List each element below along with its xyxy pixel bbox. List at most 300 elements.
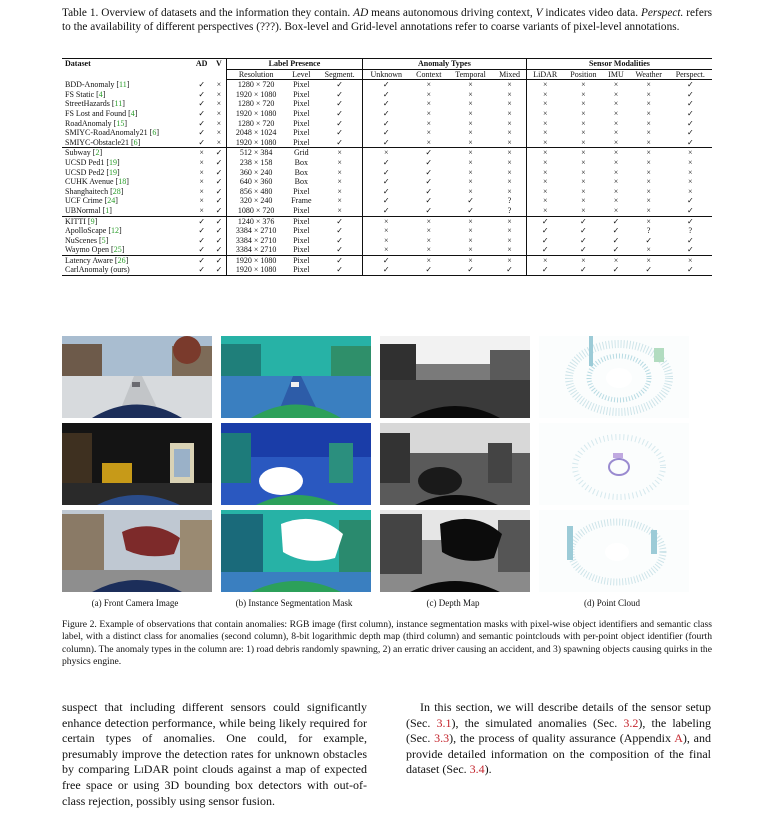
table-cell: ✓	[564, 245, 604, 255]
table-cell: ×	[216, 128, 222, 138]
table-cell: ×	[613, 167, 619, 177]
table-cell: ✓	[526, 245, 563, 255]
table-cell: Pixel	[293, 108, 310, 118]
dataset-name: Waymo Open [25]	[62, 245, 192, 255]
table-cell: ×	[581, 118, 586, 128]
table-cell: ×	[410, 138, 448, 148]
subheader-cell: Context	[410, 69, 448, 80]
table-cell: Pixel	[293, 118, 310, 128]
citation-link[interactable]: 25	[113, 245, 122, 255]
table-cell: ✓	[362, 90, 409, 100]
table-cell: ✓	[526, 236, 563, 246]
subheader-cell: Segment.	[317, 69, 362, 80]
caption-em-ad: AD	[353, 7, 369, 19]
subheader-cell: Level	[285, 69, 317, 80]
table-cell: ×	[526, 90, 563, 100]
table-cell: ×	[688, 167, 693, 177]
dataset-name: UCSD Ped2 [19]	[65, 167, 120, 177]
table-cell: ×	[613, 108, 619, 118]
table-cell: ✓	[215, 177, 223, 187]
table-cell: ✓	[198, 235, 206, 245]
table-cell: ×	[646, 167, 651, 177]
table-cell: ✓	[612, 226, 620, 236]
table-cell: 1920 × 1080	[226, 109, 285, 119]
table-cell: ✓	[493, 265, 526, 275]
table-cell: ✓	[686, 235, 694, 245]
table-cell: ×	[646, 216, 651, 226]
dataset-name: UCSD Ped1 [19]	[65, 157, 120, 167]
dataset-name: StreetHazards [11]	[65, 99, 125, 109]
table-cell: ×	[581, 255, 586, 265]
table-cell: ×	[581, 148, 586, 158]
table-cell: ×	[613, 128, 619, 138]
citation-link[interactable]: 5	[101, 235, 106, 245]
citation-link[interactable]: 6	[152, 128, 157, 138]
table-cell: ×	[426, 235, 432, 245]
table-cell: ×	[581, 80, 586, 90]
subheader-cell: Perspect.	[669, 69, 712, 80]
citation-link[interactable]: 19	[109, 157, 118, 167]
table-cell: 1920 × 1080	[226, 90, 285, 100]
table-cell: ×	[526, 206, 563, 216]
table-cell: ×	[468, 89, 473, 99]
table-cell: ×	[199, 148, 204, 158]
table-row	[62, 245, 712, 255]
section-ref[interactable]: 3.4	[469, 762, 485, 777]
dataset-name-text: KITTI	[65, 216, 86, 226]
table-cell: ✓	[212, 206, 227, 216]
dataset-name: FS Static [4]	[65, 89, 106, 99]
table-cell: ✓	[669, 206, 712, 216]
table-cell: ✓	[336, 235, 343, 245]
citation-link[interactable]: 11	[119, 79, 127, 89]
table-cell: ×	[362, 148, 409, 158]
point-cloud-road-debris	[539, 336, 689, 418]
table-cell: ✓	[198, 216, 206, 226]
table-cell: Pixel	[285, 245, 317, 255]
table-cell: ✓	[215, 167, 223, 177]
subheader-cell: Weather	[629, 69, 669, 80]
table-row	[62, 90, 712, 100]
table-cell: ×	[426, 128, 432, 138]
table-cell: ✓	[425, 186, 433, 196]
dataset-name: BDD-Anomaly [11]	[65, 79, 130, 89]
table-cell: ×	[581, 89, 586, 99]
table-cell: ×	[507, 80, 512, 90]
header-dataset: Dataset	[62, 59, 192, 80]
citation-link[interactable]: 9	[90, 216, 95, 226]
table-cell: ✓	[425, 157, 433, 167]
table-cell: ✓	[198, 118, 206, 128]
table-cell: ×	[192, 206, 212, 216]
dataset-name: FS Lost and Found [4]	[65, 108, 138, 118]
dataset-name-text: Latency Aware	[65, 255, 113, 265]
dataset-name-text: UBNormal	[65, 205, 101, 215]
dataset-name-text: FS Static	[65, 89, 95, 99]
table-row	[62, 80, 712, 90]
table-cell: ✓	[686, 216, 694, 226]
table-cell: ?	[646, 226, 651, 236]
table-cell: ×	[688, 148, 693, 158]
table-cell: Frame	[291, 196, 312, 206]
citation-link[interactable]: 19	[109, 167, 118, 177]
table-cell: ×	[468, 108, 473, 118]
table-cell: Pixel	[293, 216, 310, 226]
caption-text: means autonomous driving context,	[368, 7, 536, 19]
table-cell: ×	[199, 186, 204, 196]
table-cell: ✓	[410, 265, 448, 275]
table-cell: ✓	[686, 80, 694, 90]
dataset-name: CUHK Avenue [18]	[65, 177, 129, 187]
citation-link[interactable]: 6	[133, 137, 138, 147]
body-text: ), and provide detailed information on the composition of the final dataset (Sec.	[406, 731, 712, 777]
table-cell: ×	[507, 118, 512, 128]
table-cell: ✓	[425, 177, 433, 187]
table-cell: ×	[426, 80, 432, 90]
citation-link[interactable]: 11	[114, 99, 123, 109]
dataset-name: KITTI [9]	[65, 216, 98, 226]
citation-link[interactable]: 2	[95, 148, 100, 158]
table-row	[62, 138, 712, 148]
table-cell: ✓	[362, 177, 409, 187]
table-cell: ×	[613, 196, 619, 206]
table-cell: ×	[410, 245, 448, 255]
table-cell: ✓	[526, 265, 563, 275]
segmentation-mask-physics-quirk	[221, 510, 371, 592]
table-cell: ✓	[317, 265, 362, 275]
table-cell: ×	[629, 138, 669, 148]
table-cell: ×	[337, 148, 342, 158]
table-cell: ×	[216, 108, 222, 118]
table-cell: ✓	[215, 226, 223, 236]
table-cell: ×	[646, 118, 651, 128]
table-cell: ×	[426, 118, 432, 128]
table-row	[62, 255, 712, 265]
caption-em-v: V	[535, 7, 543, 19]
table-cell: ×	[646, 80, 651, 90]
table-cell: ✓	[215, 235, 223, 245]
table-cell: ?	[688, 226, 693, 236]
table-cell: Pixel	[293, 186, 310, 196]
table-cell: ✓	[362, 255, 409, 265]
table-cell: ✓	[362, 187, 409, 197]
table-cell: ×	[646, 89, 651, 99]
table-cell: ×	[468, 118, 473, 128]
table-cell: ×	[646, 255, 651, 265]
dataset-name-text: SMIYC-Obstacle21	[65, 137, 129, 147]
table-cell: 3384 × 2710	[226, 226, 285, 236]
table-cell: ✓	[317, 138, 362, 148]
table-cell: ×	[581, 167, 586, 177]
table-cell: Pixel	[293, 255, 310, 265]
dataset-name-text: FS Lost and Found	[65, 108, 127, 118]
rgb-image-road-debris	[62, 336, 212, 418]
citation-link[interactable]: 15	[116, 118, 125, 128]
table-cell: ✓	[564, 265, 604, 275]
dataset-name-text: Subway	[65, 148, 91, 158]
table-cell: ×	[337, 177, 342, 187]
table-body	[62, 80, 712, 276]
table-cell: ×	[581, 196, 586, 206]
lidar-term: LiDAR	[133, 762, 170, 777]
table-cell: ×	[646, 108, 651, 118]
header-label-presence: Label Presence	[226, 59, 362, 70]
table-cell: 512 × 384	[226, 148, 285, 158]
table-cell: ✓	[192, 245, 212, 255]
table-row	[62, 119, 712, 129]
dataset-name: Latency Aware [26]	[65, 255, 129, 265]
table-cell: ×	[507, 235, 512, 245]
dataset-name-text: NuScenes	[65, 235, 97, 245]
table-cell: ✓	[336, 118, 343, 128]
section-ref[interactable]: 3.1	[436, 715, 452, 730]
table-cell: ✓	[362, 206, 409, 216]
table-cell: Box	[294, 157, 308, 167]
table-cell: ×	[468, 177, 473, 187]
table-cell: ×	[581, 99, 586, 109]
table-cell: ×	[581, 177, 586, 187]
table-cell: ×	[629, 245, 669, 255]
table-cell: ×	[426, 255, 432, 265]
table-row	[62, 109, 712, 119]
table-cell: ×	[507, 177, 512, 187]
table-cell: Pixel	[293, 235, 310, 245]
table-row	[62, 148, 712, 158]
table-cell: ✓	[645, 235, 653, 245]
citation-link[interactable]: 26	[117, 255, 126, 265]
table-cell: ✓	[686, 196, 694, 206]
table-cell: ✓	[362, 128, 409, 138]
table-cell: 1280 × 720	[226, 119, 285, 129]
table-cell: ×	[688, 157, 693, 167]
dataset-name-text: Waymo Open	[65, 245, 110, 255]
table-cell: ✓	[198, 99, 206, 109]
table-cell: 3384 × 2710	[226, 236, 285, 246]
table-cell: Box	[294, 177, 308, 187]
table-cell: ✓	[336, 89, 343, 99]
table-cell: ×	[468, 186, 473, 196]
caption-text: refers to the availability of different perspectives (???). Box-level and Grid-level annotations refer to coarse variants of pixel-level annotations.	[62, 7, 712, 33]
table-cell: ×	[507, 128, 512, 138]
table-cell: ×	[603, 206, 629, 216]
table-cell: ✓	[215, 186, 223, 196]
header-ad: AD	[192, 59, 212, 80]
table-cell: ×	[493, 138, 526, 148]
table-cell: ✓	[410, 206, 448, 216]
table-cell: ×	[362, 245, 409, 255]
table-row	[62, 177, 712, 187]
table-cell: ×	[646, 186, 651, 196]
section-ref[interactable]: 3.3	[434, 731, 450, 746]
table-cell: ✓	[669, 138, 712, 148]
table-cell: ×	[468, 80, 473, 90]
table-cell: ×	[468, 99, 473, 109]
table-caption-label: Table 1.	[62, 7, 99, 19]
table-row	[62, 206, 712, 216]
table-cell: ×	[468, 157, 473, 167]
table-cell: ×	[613, 99, 619, 109]
table-cell: ✓	[448, 265, 493, 275]
table-cell: ×	[468, 226, 473, 236]
depth-map-physics-quirk	[380, 510, 530, 592]
table-row	[62, 236, 712, 246]
table-cell: Pixel	[293, 99, 310, 109]
table-cell: ✓	[362, 99, 409, 109]
table-cell: ×	[688, 255, 693, 265]
appendix-ref[interactable]: A	[674, 731, 683, 746]
caption-text: Overview of datasets and the information they contain.	[98, 7, 354, 19]
table-cell: ×	[216, 118, 222, 128]
rgb-image-erratic-driver	[62, 423, 212, 505]
table-cell: ✓	[198, 226, 206, 236]
table-cell: 2048 × 1024	[226, 128, 285, 138]
table-cell: Pixel	[293, 89, 310, 99]
table-cell: ✓	[669, 265, 712, 275]
table-cell: ✓	[336, 255, 343, 265]
dataset-name-text: SMIYC-RoadAnomaly21	[65, 128, 148, 138]
table-cell: ✓	[212, 245, 227, 255]
table-cell: ×	[507, 157, 512, 167]
table-cell: Pixel	[293, 80, 310, 90]
table-cell: ×	[507, 216, 512, 226]
table-cell: Pixel	[293, 226, 310, 236]
table-cell: ✓	[336, 216, 343, 226]
table-cell: ×	[468, 216, 473, 226]
table-cell: 238 × 158	[226, 158, 285, 168]
table-cell: ✓	[425, 196, 433, 206]
table-cell: ×	[526, 99, 563, 109]
table-cell: ×	[426, 108, 432, 118]
table-cell: ×	[613, 255, 619, 265]
table-cell: ✓	[362, 138, 409, 148]
table-cell: ✓	[425, 148, 433, 158]
table-cell: Pixel	[285, 265, 317, 275]
table-cell: Pixel	[293, 128, 310, 138]
table-cell: ✓	[198, 128, 206, 138]
figure-grid	[62, 336, 712, 598]
table-cell: ×	[526, 138, 563, 148]
table-cell: ×	[426, 99, 432, 109]
table-cell: Box	[294, 167, 308, 177]
table-cell: ✓	[580, 226, 587, 236]
subheader-cell: Mixed	[493, 69, 526, 80]
table-cell: ×	[646, 148, 651, 158]
header-anomaly-types: Anomaly Types	[362, 59, 526, 70]
citation-link[interactable]: 18	[118, 177, 127, 187]
table-cell: ×	[564, 138, 604, 148]
table-cell: 1240 × 376	[226, 216, 285, 226]
table-cell: ×	[646, 177, 651, 187]
table-caption	[62, 6, 712, 34]
figure-caption	[62, 619, 712, 669]
body-text: ), the process of quality assurance (Appendix	[449, 731, 675, 746]
table-cell: 360 × 240	[226, 168, 285, 178]
table-cell: 1280 × 720	[226, 99, 285, 109]
table-cell: ×	[507, 186, 512, 196]
header-sensor-modalities: Sensor Modalities	[526, 59, 712, 70]
table-cell: ×	[581, 128, 586, 138]
dataset-name: Shanghaitech [28]	[65, 186, 124, 196]
table-cell: ×	[362, 216, 409, 226]
subheader-cell: LiDAR	[526, 69, 563, 80]
table-cell: ×	[646, 99, 651, 109]
subheader-cell: Unknown	[362, 69, 409, 80]
dataset-name: ApolloScape [12]	[65, 226, 122, 236]
table-cell: ×	[493, 245, 526, 255]
dataset-name	[62, 265, 192, 275]
table-cell: 1920 × 1080	[226, 138, 285, 148]
table-cell: ×	[526, 148, 563, 158]
dataset-name-text: Shanghaitech	[65, 186, 109, 196]
citation-link[interactable]: 24	[107, 196, 116, 206]
section-ref[interactable]: 3.2	[623, 715, 639, 730]
segmentation-mask-road-debris	[221, 336, 371, 418]
table-cell: ✓	[362, 168, 409, 178]
table-cell: ✓	[215, 216, 223, 226]
rgb-image-physics-quirk	[62, 510, 212, 592]
sublabel-point-cloud: (d) Point Cloud	[583, 598, 640, 608]
dataset-name: UCF Crime [24]	[65, 196, 118, 206]
figure-caption-label: Figure 2.	[62, 619, 97, 630]
table-cell: ×	[581, 186, 586, 196]
table-cell: ×	[216, 79, 222, 89]
table-cell: ×	[337, 157, 342, 167]
table-cell: ×	[507, 255, 512, 265]
table-cell: ✓	[336, 108, 343, 118]
table-cell: ×	[526, 128, 563, 138]
table-row	[62, 265, 712, 275]
table-cell: ×	[337, 167, 342, 177]
table-cell: ×	[526, 168, 563, 178]
table-cell: ✓	[215, 196, 223, 206]
dataset-name: UBNormal [1]	[62, 206, 192, 216]
table-cell: ×	[581, 108, 586, 118]
dataset-name-text: CUHK Avenue	[65, 177, 114, 187]
table-cell: ×	[337, 186, 342, 196]
table-cell: 3384 × 2710	[226, 245, 285, 255]
table-cell: ✓	[686, 108, 694, 118]
table-cell: ✓	[580, 216, 587, 226]
table-row	[62, 128, 712, 138]
citation-link[interactable]: 4	[130, 108, 135, 118]
citation-link[interactable]: 12	[111, 226, 119, 236]
table-cell: 1080 × 720	[226, 206, 285, 216]
table-cell: Grid	[294, 148, 309, 158]
table-cell: ✓	[629, 265, 669, 275]
dataset-name-text: BDD-Anomaly	[65, 79, 115, 89]
table-cell: ×	[199, 157, 204, 167]
citation-link[interactable]: 1	[105, 205, 110, 215]
table-cell: ✓	[336, 226, 343, 236]
table-cell: ✓	[669, 245, 712, 255]
table-cell: ✓	[192, 138, 212, 148]
table-cell: ×	[526, 196, 563, 206]
table-cell: ×	[468, 167, 473, 177]
citation-link[interactable]: 28	[112, 186, 121, 196]
table-row	[62, 187, 712, 197]
body-text: ), the simulated anomalies (Sec.	[451, 715, 624, 730]
table-row	[62, 216, 712, 226]
citation-link[interactable]: 4	[98, 89, 103, 99]
table-row	[62, 168, 712, 178]
table-cell: ×	[507, 148, 512, 158]
subheader-cell: Resolution	[226, 69, 285, 80]
table-cell: ×	[613, 157, 619, 167]
table-cell: ×	[564, 206, 604, 216]
table-cell: ✓	[603, 265, 629, 275]
table-row	[62, 226, 712, 236]
table-cell: ×	[468, 235, 473, 245]
